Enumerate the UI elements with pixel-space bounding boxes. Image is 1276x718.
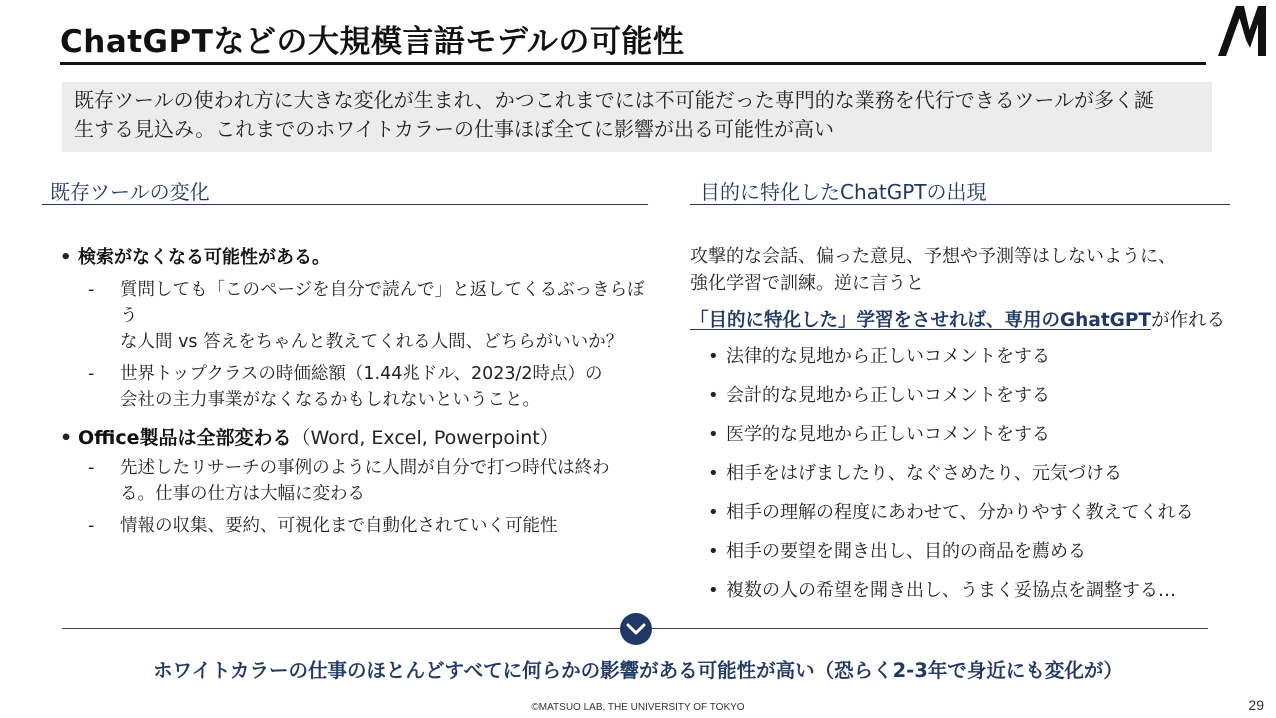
title-underline [60,62,1206,65]
list-item [690,383,1250,409]
bullet-icon: • [708,424,719,445]
list-item-text: 複数の人の希望を聞き出し、うまく妥協点を調整する… [726,580,1176,601]
highlight-line [690,307,1250,334]
bullet-strong-text: 検索がなくなる可能性がある。 [78,247,330,268]
highlight-text: 「目的に特化した」学習をさせれば、専用のGhatGPT [690,310,1152,331]
sub-item-line: 質問しても「このページを自分で読んで」と返してくるぶっきらぼう [120,280,645,326]
dash-icon: - [88,516,95,536]
bullet-icon: • [708,580,719,601]
list-item-text: 法律的な見地から正しいコメントをする [726,346,1050,367]
sub-item [60,277,660,355]
list-item [60,425,660,451]
right-column-heading: 目的に特化したChatGPTの出現 [700,180,987,204]
dash-icon: - [88,280,95,300]
bullet-icon: • [708,502,719,523]
sub-item-line: 会社の主力事業がなくなるかもしれないということ。 [120,390,540,410]
bullet-icon: • [708,346,719,367]
right-content [690,243,1250,604]
matsuo-lab-logo [1216,4,1268,58]
bullet-icon: • [708,541,719,562]
bullet-icon: • [60,427,73,449]
sub-item-line: な人間 vs 答えをちゃんと教えてくれる人間、どちらがいいか？ [120,332,624,352]
left-column-heading: 既存ツールの変化 [50,180,210,204]
conclusion-text: ホワイトカラーの仕事のほとんどすべてに何らかの影響がある可能性が高い（恐らく2-3年で身近にも変化が） [153,659,1123,682]
list-item [690,344,1250,370]
list-item [690,500,1250,526]
dash-icon: - [88,364,95,384]
dash-icon: - [88,458,95,478]
list-item-text: 会計的な見地から正しいコメントをする [726,385,1050,406]
summary-line: 生する見込み。これまでのホワイトカラーの仕事ほぼ全てに影響が出る可能性が高い [74,117,834,141]
sub-item-line: 先述したリサーチの事例のように人間が自分で打つ時代は終わ [120,458,610,478]
sub-item-line: る。仕事の仕方は大幅に変わる [120,484,365,504]
highlight-tail: が作れる [1151,310,1226,331]
intro-line: 強化学習で訓練。逆に言うと [690,273,924,294]
summary-box [62,82,1212,152]
list-item-text: 相手の理解の程度にあわせて、分かりやすく教えてくれる [726,502,1194,523]
sub-item [60,455,660,507]
copyright: ©MATSUO LAB, THE UNIVERSITY OF TOKYO [531,702,745,713]
right-heading-rule [690,204,1230,205]
list-item [690,539,1250,565]
sub-item-line: 世界トップクラスの時価総額（1.44兆ドル、2023/2時点）の [120,364,603,384]
intro-line: 攻撃的な会話、偏った意見、予想や予測等はしないように、 [690,246,1176,267]
sub-item [60,513,660,539]
sub-item-line: 情報の収集、要約、可視化まで自動化されていく可能性 [120,516,558,536]
left-bullet-list [60,245,660,539]
left-heading-rule [42,204,648,205]
summary-line: 既存ツールの使われ方に大きな変化が生まれ、かつこれまでには不可能だった専門的な業務を代行できるツールが多く誕 [74,88,1154,112]
bullet-text: （Word, Excel, Powerpoint） [291,427,559,449]
bullet-icon: • [708,463,719,484]
page-title: ChatGPTなどの大規模言語モデルの可能性 [60,24,685,60]
list-item [690,461,1250,487]
list-item-text: 医学的な見地から正しいコメントをする [726,424,1050,445]
list-item [690,422,1250,448]
chevron-down-icon [620,613,652,645]
bullet-icon: • [60,247,72,268]
page-number: 29 [1248,697,1264,713]
list-item-text: 相手の要望を聞き出し、目的の商品を薦める [726,541,1086,562]
list-item [690,578,1250,604]
list-item-text: 相手をはげましたり、なぐさめたり、元気づける [726,463,1122,484]
sub-item [60,361,660,413]
bullet-icon: • [708,385,719,406]
bullet-strong-text: Office製品は全部変わる [78,427,292,449]
list-item [60,245,660,271]
